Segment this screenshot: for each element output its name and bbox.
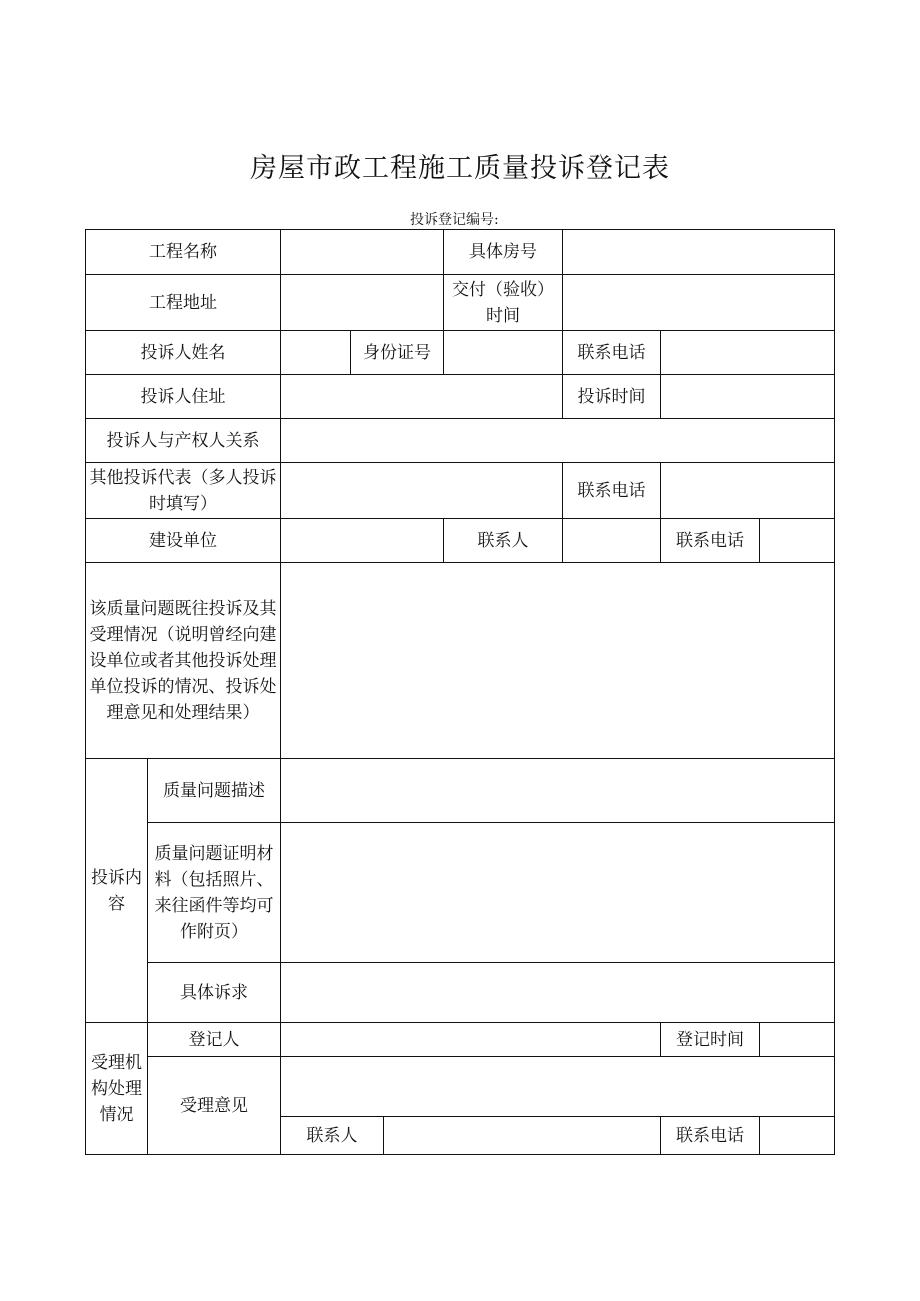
registration-number-label: 投诉登记编号: (410, 212, 499, 228)
contact-person-label-2: 联系人 (281, 1117, 384, 1155)
room-number-field[interactable] (563, 230, 835, 275)
relationship-label: 投诉人与产权人关系 (86, 419, 281, 463)
project-name-field[interactable] (281, 230, 444, 275)
construction-unit-label: 建设单位 (86, 519, 281, 563)
complainant-name-field[interactable] (281, 331, 351, 375)
registration-time-label: 登记时间 (661, 1023, 760, 1057)
problem-description-field[interactable] (281, 759, 835, 823)
previous-complaints-label: 该质量问题既往投诉及其受理情况（说明曾经向建设单位或者其他投诉处理单位投诉的情况、投诉处理意见和处理结果） (86, 563, 281, 759)
evidence-field[interactable] (281, 823, 835, 963)
other-representative-field[interactable] (281, 463, 563, 519)
project-address-label: 工程地址 (86, 275, 281, 331)
room-number-label: 具体房号 (444, 230, 563, 275)
evidence-label: 质量问题证明材料（包括照片、来往函件等均可作附页） (148, 823, 281, 963)
other-representative-label: 其他投诉代表（多人投诉时填写） (86, 463, 281, 519)
acceptance-opinion-field[interactable] (281, 1057, 835, 1117)
complaint-time-field[interactable] (661, 375, 835, 419)
complaint-form-table (85, 229, 835, 1155)
project-name-label: 工程名称 (86, 230, 281, 275)
registrar-label: 登记人 (148, 1023, 281, 1057)
delivery-time-field[interactable] (563, 275, 835, 331)
previous-complaints-field[interactable] (281, 563, 835, 759)
phone-field[interactable] (661, 331, 835, 375)
contact-person-field-2[interactable] (384, 1117, 661, 1155)
phone-label-4: 联系电话 (661, 1117, 760, 1155)
complainant-name-label: 投诉人姓名 (86, 331, 281, 375)
specific-demand-label: 具体诉求 (148, 963, 281, 1023)
complaint-time-label: 投诉时间 (563, 375, 661, 419)
complaint-content-label: 投诉内容 (86, 759, 148, 1023)
phone-label-2: 联系电话 (563, 463, 661, 519)
phone-field-2[interactable] (661, 463, 835, 519)
id-number-label: 身份证号 (351, 331, 444, 375)
project-address-field[interactable] (281, 275, 444, 331)
phone-field-3[interactable] (760, 519, 835, 563)
complainant-address-label: 投诉人住址 (86, 375, 281, 419)
registrar-field[interactable] (281, 1023, 661, 1057)
acceptance-opinion-label: 受理意见 (148, 1057, 281, 1155)
delivery-time-label: 交付（验收）时间 (444, 275, 563, 331)
handling-label: 受理机构处理情况 (86, 1023, 148, 1155)
page-title: 房屋市政工程施工质量投诉登记表 (250, 153, 670, 184)
construction-unit-field[interactable] (281, 519, 444, 563)
complainant-address-field[interactable] (281, 375, 563, 419)
problem-description-label: 质量问题描述 (148, 759, 281, 823)
specific-demand-field[interactable] (281, 963, 835, 1023)
relationship-field[interactable] (281, 419, 835, 463)
registration-time-field[interactable] (760, 1023, 835, 1057)
phone-label-3: 联系电话 (661, 519, 760, 563)
contact-person-field[interactable] (563, 519, 661, 563)
id-number-field[interactable] (444, 331, 563, 375)
phone-label: 联系电话 (563, 331, 661, 375)
phone-field-4[interactable] (760, 1117, 835, 1155)
contact-person-label: 联系人 (444, 519, 563, 563)
